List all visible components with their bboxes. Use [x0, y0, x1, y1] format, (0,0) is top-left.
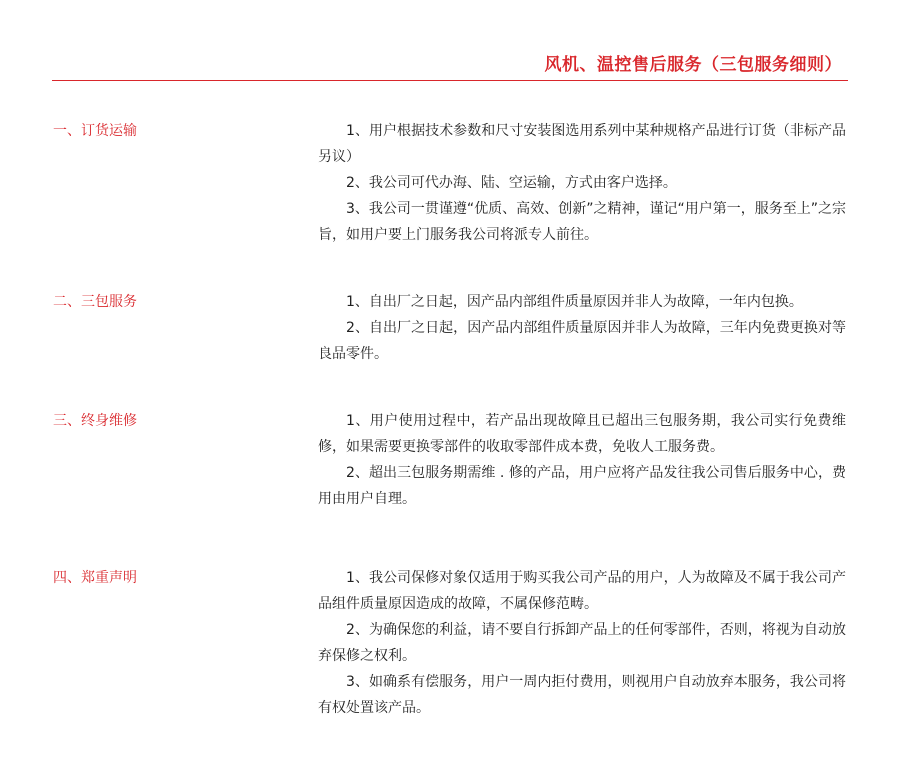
- section-heading: 四、郑重声明: [53, 570, 137, 586]
- title-divider: [52, 80, 848, 81]
- section-body: [318, 289, 846, 367]
- paragraph: 1、我公司保修对象仅适用于购买我公司产品的用户，人为故障及不属于我公司产品组件质量原因造成的故障，不属保修范畴。: [318, 570, 846, 612]
- paragraph: 1、用户根据技术参数和尺寸安装图选用系列中某种规格产品进行订货（非标产品另议）: [318, 123, 846, 165]
- section-heading: 二、三包服务: [53, 294, 137, 310]
- paragraph: 1、用户使用过程中，若产品出现故障且已超出三包服务期，我公司实行免费维修，如果需要更换零部件的收取零部件成本费，免收人工服务费。: [318, 413, 846, 455]
- paragraph: 3、如确系有偿服务，用户一周内拒付费用，则视用户自动放弃本服务，我公司将有权处置该产品。: [318, 674, 846, 716]
- paragraph: 3、我公司一贯谨遵“优质、高效、创新”之精神，谨记“用户第一，服务至上”之宗旨，如用户要上门服务我公司将派专人前往。: [318, 201, 846, 243]
- section-body: [318, 118, 846, 248]
- paragraph: 1、自出厂之日起，因产品内部组件质量原因并非人为故障，一年内包换。: [346, 294, 803, 310]
- section-heading: 一、订货运输: [53, 123, 137, 139]
- paragraph: 2、我公司可代办海、陆、空运输，方式由客户选择。: [346, 175, 677, 191]
- section-body: [318, 408, 846, 512]
- section-heading: 三、终身维修: [53, 413, 137, 429]
- page-title: 风机、温控售后服务（三包服务细则）: [544, 55, 842, 75]
- section-body: [318, 565, 846, 721]
- paragraph: 2、为确保您的利益，请不要自行拆卸产品上的任何零部件，否则，将视为自动放弃保修之权利。: [318, 622, 846, 664]
- paragraph: 2、自出厂之日起，因产品内部组件质量原因并非人为故障，三年内免费更换对等良品零件。: [318, 320, 846, 362]
- paragraph: 2、超出三包服务期需维 . 修的产品，用户应将产品发往我公司售后服务中心，费用由用户自理。: [318, 465, 846, 507]
